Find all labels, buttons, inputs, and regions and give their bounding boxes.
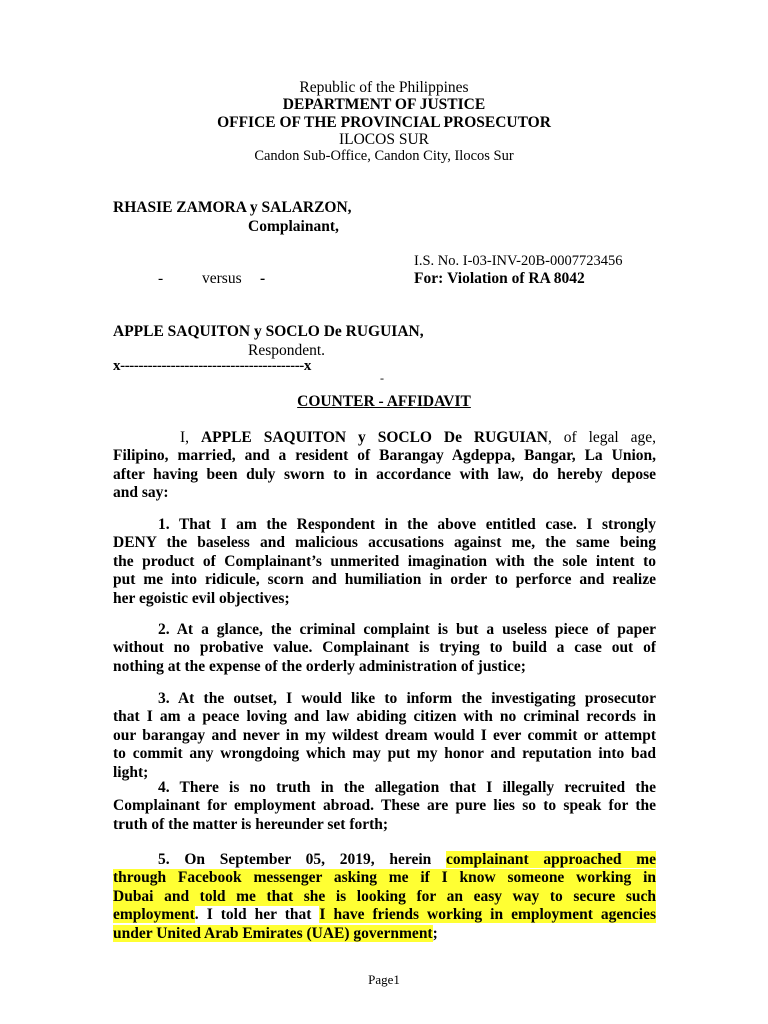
p4-line-1: 4. There is no truth in the allegation that I illegally recruited the [158, 779, 656, 796]
intro-line-1: I, APPLE SAQUITON y SOCLO De RUGUIAN, of legal age, [180, 429, 656, 446]
intro-paragraph [113, 429, 656, 503]
header-department: DEPARTMENT OF JUSTICE [282, 96, 486, 113]
document-title: COUNTER - AFFIDAVIT [297, 393, 471, 410]
highlight-uae-government: under United Arab Emirates (UAE) government [113, 924, 433, 942]
caption-separator: x----------------------------------------x [113, 358, 312, 374]
for-label: For: [414, 270, 444, 287]
stray-dash: - [380, 371, 384, 385]
p3-line-3: our barangay and never in my wildest dream would I ever commit or attempt [113, 726, 656, 744]
complainant-name: RHASIE ZAMORA y SALARZON, [113, 199, 352, 216]
p1-line-5: her egoistic evil objectives; [113, 589, 290, 607]
paragraph-3 [113, 690, 656, 782]
p4-line-2: Complainant for employment abroad. These are pure lies so to speak for the [113, 797, 656, 815]
p2-line-2: without no probative value. Complainant is trying to build a case out of [113, 639, 656, 657]
versus-label: versus [202, 270, 242, 287]
violation-value: Violation of RA 8042 [447, 270, 585, 287]
header-republic: Republic of the Philippines [299, 79, 469, 96]
p5-line-2: through Facebook messenger asking me if I know someone working in [113, 869, 656, 887]
header-province: ILOCOS SUR [338, 131, 429, 148]
intro-line-3: after having been duly sworn to in accordance with law, do hereby depose [113, 465, 656, 483]
p5-line-5: under United Arab Emirates (UAE) government; [113, 924, 438, 942]
highlight-complainant-approached: complainant approached me [445, 851, 656, 868]
complainant-role: Complainant, [248, 218, 339, 235]
p3-line-2: that I am a peace loving and law abiding citizen with no criminal records in [113, 708, 656, 726]
header-office: OFFICE OF THE PROVINCIAL PROSECUTOR [217, 114, 551, 131]
respondent-name: APPLE SAQUITON y SOCLO De RUGUIAN, [113, 323, 424, 340]
p5-line-3: Dubai and told me that she is looking for an easy way to secure such [113, 887, 656, 905]
header-sub-office: Candon Sub-Office, Candon City, Ilocos Sur [254, 148, 514, 164]
paragraph-2 [113, 621, 656, 676]
p5-line-4: employment. I told her that I have friends working in employment agencies [113, 906, 656, 924]
paragraph-1 [113, 516, 656, 608]
p1-line-2: DENY the baseless and malicious accusations against me, the same being [113, 534, 656, 552]
highlight-friends-agencies: I have friends working in employment agencies [319, 906, 656, 924]
p3-line-4: to commit any wrongdoing which may put my honor and reputation into bad [113, 745, 656, 763]
is-number: I.S. No. I-03-INV-20B-0007723456 [414, 253, 623, 269]
p1-line-1: 1. That I am the Respondent in the above entitled case. I strongly [158, 516, 656, 533]
versus-dash-right: - [260, 270, 266, 287]
intro-line-2: Filipino, married, and a resident of Barangay Agdeppa, Bangar, La Union, [113, 447, 656, 465]
respondent-role: Respondent. [248, 342, 326, 359]
paragraph-5 [113, 851, 656, 943]
p3-line-1: 3. At the outset, I would like to inform the investigating prosecutor [158, 690, 656, 707]
versus-dash-left: - [158, 270, 164, 287]
p4-line-3: truth of the matter is hereunder set forth; [113, 815, 389, 833]
p2-line-1: 2. At a glance, the criminal complaint is but a useless piece of paper [158, 621, 656, 638]
p1-line-3: the product of Complainant’s unmerited imagination with the sole intent to [113, 552, 656, 570]
p2-line-3: nothing at the expense of the orderly administration of justice; [113, 657, 526, 675]
violation-line [414, 270, 585, 288]
p1-line-4: put me into ridicule, scorn and humiliation in order to perforce and realize [113, 571, 656, 589]
page-number: Page1 [368, 972, 400, 987]
p3-line-5: light; [113, 763, 149, 781]
p5-line-1: 5. On September 05, 2019, herein complainant approached me [158, 851, 656, 868]
intro-line-4: and say: [113, 484, 169, 502]
paragraph-4 [113, 779, 656, 834]
